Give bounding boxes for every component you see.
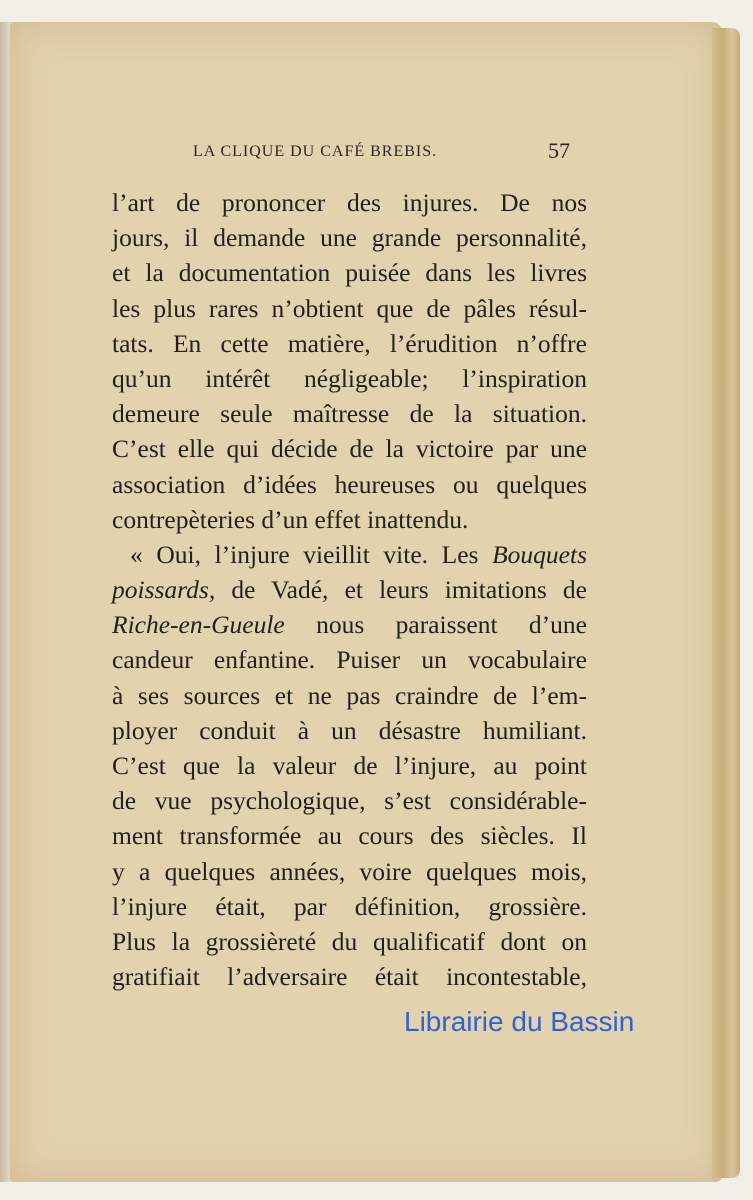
text-line: à ses sources et ne pas craindre de l’em- xyxy=(112,680,587,710)
text-segment: nous paraissent d’une xyxy=(284,610,587,640)
italic-title: Riche-en-Gueule xyxy=(112,610,285,640)
text-line: contrepèteries d’un effet inattendu. xyxy=(112,504,469,534)
text-line: association d’idées heureuses ou quelques xyxy=(112,469,587,499)
text-line: de vue psychologique, s’est considérable- xyxy=(112,786,587,816)
text-line: C’est elle qui décide de la victoire par une xyxy=(112,434,587,464)
text-line xyxy=(112,537,587,572)
text-line: gratifiait l’adversaire était incontestable, xyxy=(112,962,587,992)
text-line xyxy=(112,572,587,607)
text-line: qu’un intérêt négligeable; l’inspiration xyxy=(112,363,587,393)
text-line: demeure seule maîtresse de la situation. xyxy=(112,399,587,429)
text-line: les plus rares n’obtient que de pâles résul- xyxy=(112,293,587,323)
running-title: LA CLIQUE DU CAFÉ BREBIS. xyxy=(193,143,438,160)
text-line: C’est que la valeur de l’injure, au point xyxy=(112,751,587,780)
text-line: Plus la grossièreté du qualificatif dont on xyxy=(112,926,587,956)
text-line: y a quelques années, voire quelques mois, xyxy=(112,856,587,886)
text-segment: « Oui, l’injure vieillit vite. Les xyxy=(130,539,479,569)
text-line: ment transformée au cours des siècles. Il xyxy=(112,821,587,851)
text-line: jours, il demande une grande personnalité, xyxy=(112,223,587,253)
body-text xyxy=(112,185,587,994)
italic-title: poissards, xyxy=(112,575,216,605)
text-line xyxy=(112,607,587,642)
text-line: l’injure était, par définition, grossière. xyxy=(112,891,587,921)
text-line: tats. En cette matière, l’érudition n’offre xyxy=(112,328,587,358)
italic-title: Bouquets xyxy=(492,539,587,569)
text-line: ployer conduit à un désastre humiliant. xyxy=(112,715,587,745)
text-line: l’art de prononcer des injures. De nos xyxy=(112,188,587,217)
text-line: candeur enfantine. Puiser un vocabulaire xyxy=(112,645,587,675)
text-line: et la documentation puisée dans les livres xyxy=(112,258,587,288)
text-segment: de Vadé, et leurs imitations de xyxy=(215,575,587,605)
bookseller-watermark: Librairie du Bassin xyxy=(404,1006,635,1037)
page-number: 57 xyxy=(548,138,570,163)
page-edges xyxy=(712,28,740,1178)
